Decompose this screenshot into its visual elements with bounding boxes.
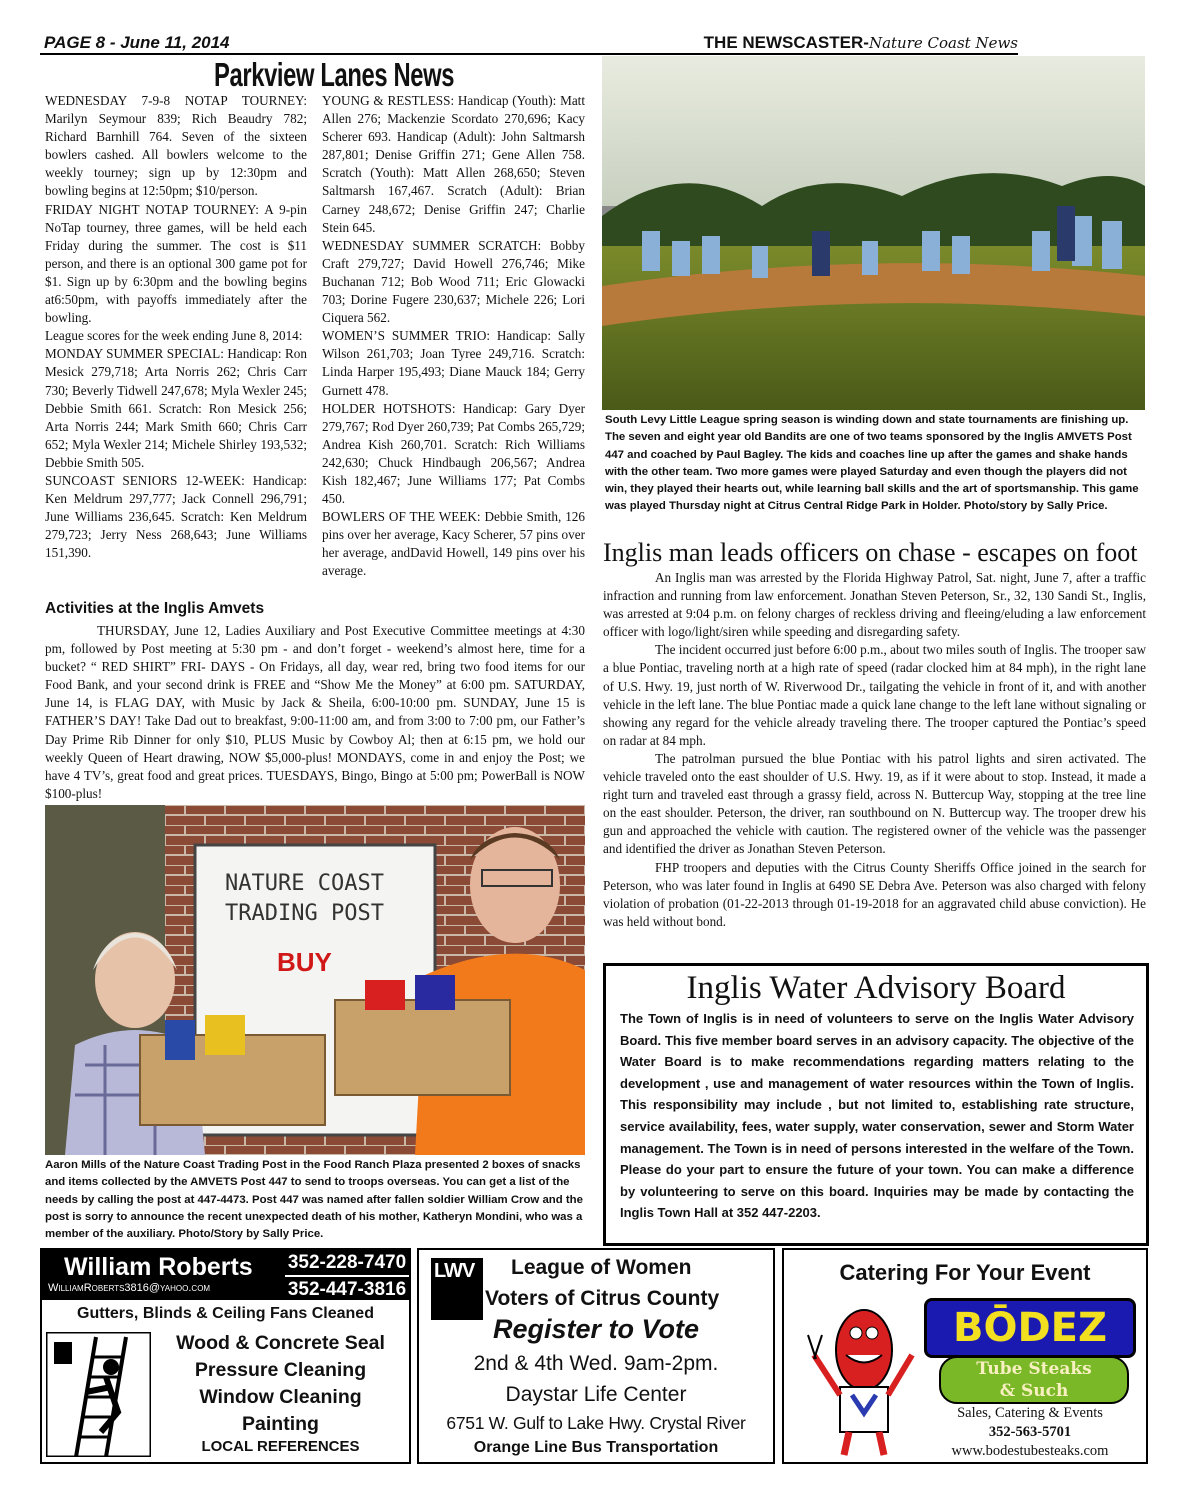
chase-paragraph: An Inglis man was arrested by the Florida Highway Patrol, Sat. night, June 7, after a traffic infraction and running from law enforcement. Jonathan Steven Peterson, Sr., 32, 130 Sandi St., Inglis, was arrested at 9:04 p.m. on felony charges of reckless driving and fleeing/eluding a law enforcement officer with logo/light/siren while speeding and disregarding safety.	[603, 570, 1146, 640]
roberts-name: William Roberts	[64, 1253, 253, 1281]
lwv-when: 2nd & 4th Wed. 9am-2pm.	[473, 1352, 719, 1375]
trading-post-photo	[45, 805, 585, 1155]
parkview-item: FRIDAY NIGHT NOTAP TOURNEY: A 9-pin NoTap tourney, three games, will be held each Friday during the summer. The cost is $11 person, and there is an optional 300 game pot for $1. Sign up by 6:30pm and the bowling begins at6:50pm, with payoffs immediately after the bowling.	[45, 201, 307, 326]
bodez-headline: Catering For Your Event	[839, 1260, 1091, 1285]
lwv-title-1: League of Women	[511, 1256, 692, 1279]
sign-line-2: TRADING POST	[225, 901, 384, 926]
parkview-item: HOLDER HOTSHOTS: Handicap: Gary Dyer 279,767; Rod Dyer 260,739; Pat Combs 265,729; Andrea Kish 260,701. Scratch: Rich Williams 242,630; Chuck Hindbaugh 206,567; Andrea Kish 182,467; June Williams 177; Pat Combs 450.	[322, 400, 585, 507]
lwv-title-2: Voters of Citrus County	[485, 1287, 720, 1310]
ad-bodez	[782, 1248, 1148, 1464]
bodez-sub-logo	[939, 1356, 1129, 1404]
lwv-logo: LWV	[431, 1258, 483, 1320]
parkview-item: WEDNESDAY 7-9-8 NOTAP TOURNEY: Marilyn Seymour 839; Rich Beaudry 782; Richard Barnhill 764. Seven of the sixteen bowlers cashed. All bowlers welcome to the weekly tourney; sign up by 12:30pm and bowling begins at 12:50pm; $10/person.	[45, 93, 307, 199]
chase-body	[603, 569, 1146, 931]
chase-paragraph: The incident occurred just before 6:00 p.m., about two miles south of Inglis. The trooper saw a blue Pontiac, traveling north at a high rate of speed (radar clocked him at 84 mph), in the right lane of U.S. Hwy. 19, just north of W. Riverwood Dr., tailgating the vehicle in front of it, and with another vehicle in the left lane. The blue Pontiac made a quick lane change to the left lane without signaling or showing any regard for the vehicle already traveling there. The trooper captured the Pontiac’s speed on radar at 84 mph.	[603, 642, 1146, 748]
parkview-item: MONDAY SUMMER SPECIAL: Handicap: Ron Mesick 279,718; Arta Norris 262; Chris Carr 730; Beverly Tidwell 247,678; Myla Wexler 245; Debbie Smith 661. Scratch: Ron Mesick 256; Arta Norris 244; Mark Smith 660; Chris Carr 652; Myla Wexler 214; Michele Shirley 193,532; Debbie Smith 505.	[45, 346, 307, 470]
bodez-sub-1: Tube Steaks	[976, 1359, 1092, 1379]
parkview-column-2	[322, 92, 585, 581]
parkview-item: BOWLERS OF THE WEEK: Debbie Smith, 126 pins over her average, Kacy Scherer, 57 pins over her average, andDavid Howell, 149 pins over his average.	[322, 509, 585, 579]
lwv-bus: Orange Line Bus Transportation	[473, 1439, 719, 1456]
bodez-phone: 352-563-5701	[988, 1424, 1072, 1440]
chase-paragraph: FHP troopers and deputies with the Citrus County Sheriffs Office joined in the search for Peterson, who was later found in Inglis at 6490 SE Debra Ave. Peterson was also charged with felony violation of probation (01-22-2013 through 01-19-2018 for an aggravated child abuse conviction). He was held without bond.	[603, 859, 1146, 929]
parkview-item: SUNCOAST SENIORS 12-WEEK: Handicap: Ken Meldrum 297,777; Jack Connell 296,791; June Williams 236,645. Scratch: Ken Meldrum 279,723; Jerry Ness 268,643; June Williams 151,390.	[45, 472, 307, 561]
roberts-service: Pressure Cleaning	[194, 1359, 367, 1381]
bodez-sub-2: & Such	[999, 1381, 1069, 1401]
lwv-address: 6751 W. Gulf to Lake Hwy. Crystal River	[446, 1413, 746, 1433]
amvets-body	[45, 622, 585, 803]
water-board-box	[603, 963, 1149, 1246]
painter-ladder-icon	[46, 1332, 151, 1457]
paper-name: THE NEWSCASTER-Nature Coast News	[703, 33, 1018, 52]
parkview-item: YOUNG & RESTLESS: Handicap (Youth): Matt Allen 276; Mackenzie Scordato 270,696; Kacy Scherer 693. Handicap (Adult): John Saltmarsh 287,801; Denise Griffin 271; Gene Allen 758. Scratch (Youth): Matt Allen 268,650; Steven Saltmarsh 167,467. Scratch (Adult): Brian Carney 248,672; Denise Griffin 247; Charlie Stein 645.	[322, 93, 585, 235]
water-board-title: Inglis Water Advisory Board	[686, 970, 1066, 1006]
page-date: PAGE 8 - June 11, 2014	[44, 33, 230, 52]
lwv-register: Register to Vote	[492, 1314, 700, 1344]
parkview-item: WEDNESDAY SUMMER SCRATCH: Bobby Craft 279,727; David Howell 276,746; Mike Buchanan 712; Bob Wood 711; Eric Glowacki 703; Dorine Fugere 230,637; Michele 226; Lori Ciquera 562.	[322, 237, 585, 326]
roberts-service: Wood & Concrete Seal	[176, 1332, 385, 1354]
lwv-where: Daystar Life Center	[505, 1383, 687, 1406]
bodez-logo-text: BŌDEZ	[952, 1305, 1108, 1351]
parkview-item: WOMEN’S SUMMER TRIO: Handicap: Sally Wilson 261,703; Joan Tyree 249,716. Scratch: Linda Harper 195,493; Diane Mauck 184; Gerry Gurnett 478.	[322, 328, 585, 398]
roberts-footer: LOCAL REFERENCES	[201, 1438, 360, 1455]
header-rule	[40, 53, 1018, 55]
ad-william-roberts	[40, 1248, 411, 1464]
amvets-title: Activities at the Inglis Amvets	[45, 600, 265, 617]
parkview-column-1	[45, 92, 307, 562]
hotdog-mascot-icon	[804, 1295, 919, 1460]
parkview-title: Parkview Lanes News	[214, 56, 455, 93]
sign-line-1: NATURE COAST	[225, 871, 384, 896]
roberts-service: Painting	[242, 1413, 319, 1435]
baseball-photo	[602, 56, 1145, 410]
roberts-line-1: Gutters, Blinds & Ceiling Fans Cleaned	[77, 1305, 374, 1322]
sign-buy: BUY	[277, 947, 332, 977]
bodez-tagline: Sales, Catering & Events	[957, 1405, 1103, 1421]
trading-post-photo-art	[45, 805, 585, 1155]
amvets-paragraph: THURSDAY, June 12, Ladies Auxiliary and Post Executive Committee meetings at 4:30 pm, followed by Post meeting at 5:30 pm - and don’t forget - weekend’s almost here, time for a bucket? “ RED SHIRT” FRI- DAYS - On Fridays, all day, wear red, bring two food items for our Food Bank, and your second drink is FREE and “Show Me the Money” at 6:00 pm. SATURDAY, June 14, is FLAG DAY, with Music by Jack & Sheila, 6:00-10:00 pm. SUNDAY, June 15 is FATHER’S DAY! Take Dad out to breakfast, 9:00-11:00 am, and from 3:00 to 7:00 pm, our Father’s Day Prime Rib Dinner for only $10, PLUS Music by Cowboy Al; then at 6:15 pm, we hold our weekly Queen of Heart drawing, NOW $5,000-plus! MONDAYS, come in and enjoy the Post; we have 4 TV’s, great food and great prices. TUESDAYS, Bingo, Bingo at 5:00 pm; PowerBall is NOW $100-plus!	[45, 623, 585, 801]
bodez-web: www.bodestubesteaks.com	[951, 1443, 1109, 1459]
roberts-phone-2: 352-447-3816	[285, 1275, 409, 1300]
trading-post-caption: Aaron Mills of the Nature Coast Trading Post in the Food Ranch Plaza presented 2 boxes of snacks and items collected by the AMVETS Post 447 to send to troops overseas. You can get a list of the needs by calling the post at 447-4473. Post 447 was named after fallen soldier William Crow and the post is sorry to announce the recent unexpected death of his mother, Katheryn Mondini, who was a member of the auxiliary. Photo/Story by Sally Price.	[45, 1159, 583, 1241]
bodez-logo	[924, 1298, 1136, 1358]
parkview-item: League scores for the week ending June 8, 2014:	[45, 328, 303, 344]
ad-league-of-women-voters	[417, 1248, 775, 1464]
baseball-photo-art	[602, 56, 1145, 410]
baseball-caption: South Levy Little League spring season is winding down and state tournaments are finishing up. The seven and eight year old Bandits are one of two teams sponsored by the Inglis AMVETS Post 447 and coached by Paul Bagley. The kids and coaches line up after the games and shake hands with the other team. Two more games were played Saturday and even though the players did not win, they played their hearts out, while learning ball skills and the art of sportsmanship. This game was played Thursday night at Citrus Central Ridge Park in Holder. Photo/story by Sally Price.	[605, 414, 1139, 513]
roberts-email: WilliamRoberts3816@yahoo.com	[48, 1282, 211, 1294]
chase-paragraph: The patrolman pursued the blue Pontiac with his patrol lights and siren activated. The vehicle traveled onto the east shoulder of U.S. Hwy. 19, as if it were about to stop. Instead, it made a right turn and traveled east through a grassy field, across N. Buttercup Way, stopping at the tree line on the east shoulder. Peterson, the driver, ran southbound on N. Buttercup way. The trooper drew his gun and approached the vehicle with caution. The registered owner of the vehicle was the passenger and identified the driver as Jonathan Steven Peterson.	[603, 750, 1146, 857]
roberts-phone-1: 352-228-7470	[285, 1250, 409, 1275]
chase-title: Inglis man leads officers on chase - escapes on foot	[603, 538, 1138, 567]
roberts-services	[152, 1330, 409, 1438]
roberts-name-bar	[42, 1250, 285, 1300]
roberts-service: Window Cleaning	[199, 1386, 362, 1408]
water-board-body: The Town of Inglis is in need of volunteers to serve on the Inglis Water Advisory Board. This five member board serves in an advisory capacity. The objective of the Water Board is to make recommendations regarding matters relating to the development , use and management of water resources within the Town of Inglis. This responsibility may include , but not limited to, establishing rate structure, service availability, fees, water supply, water conservation, sewer and Storm Water management. The Town is in need of persons interested in the welfare of the Town. Please do your part to ensure the future of your town. You can make a difference by volunteering to serve on this board. Inquiries may be made by contacting the Inglis Town Hall at 352 447-2203.	[620, 1011, 1134, 1221]
